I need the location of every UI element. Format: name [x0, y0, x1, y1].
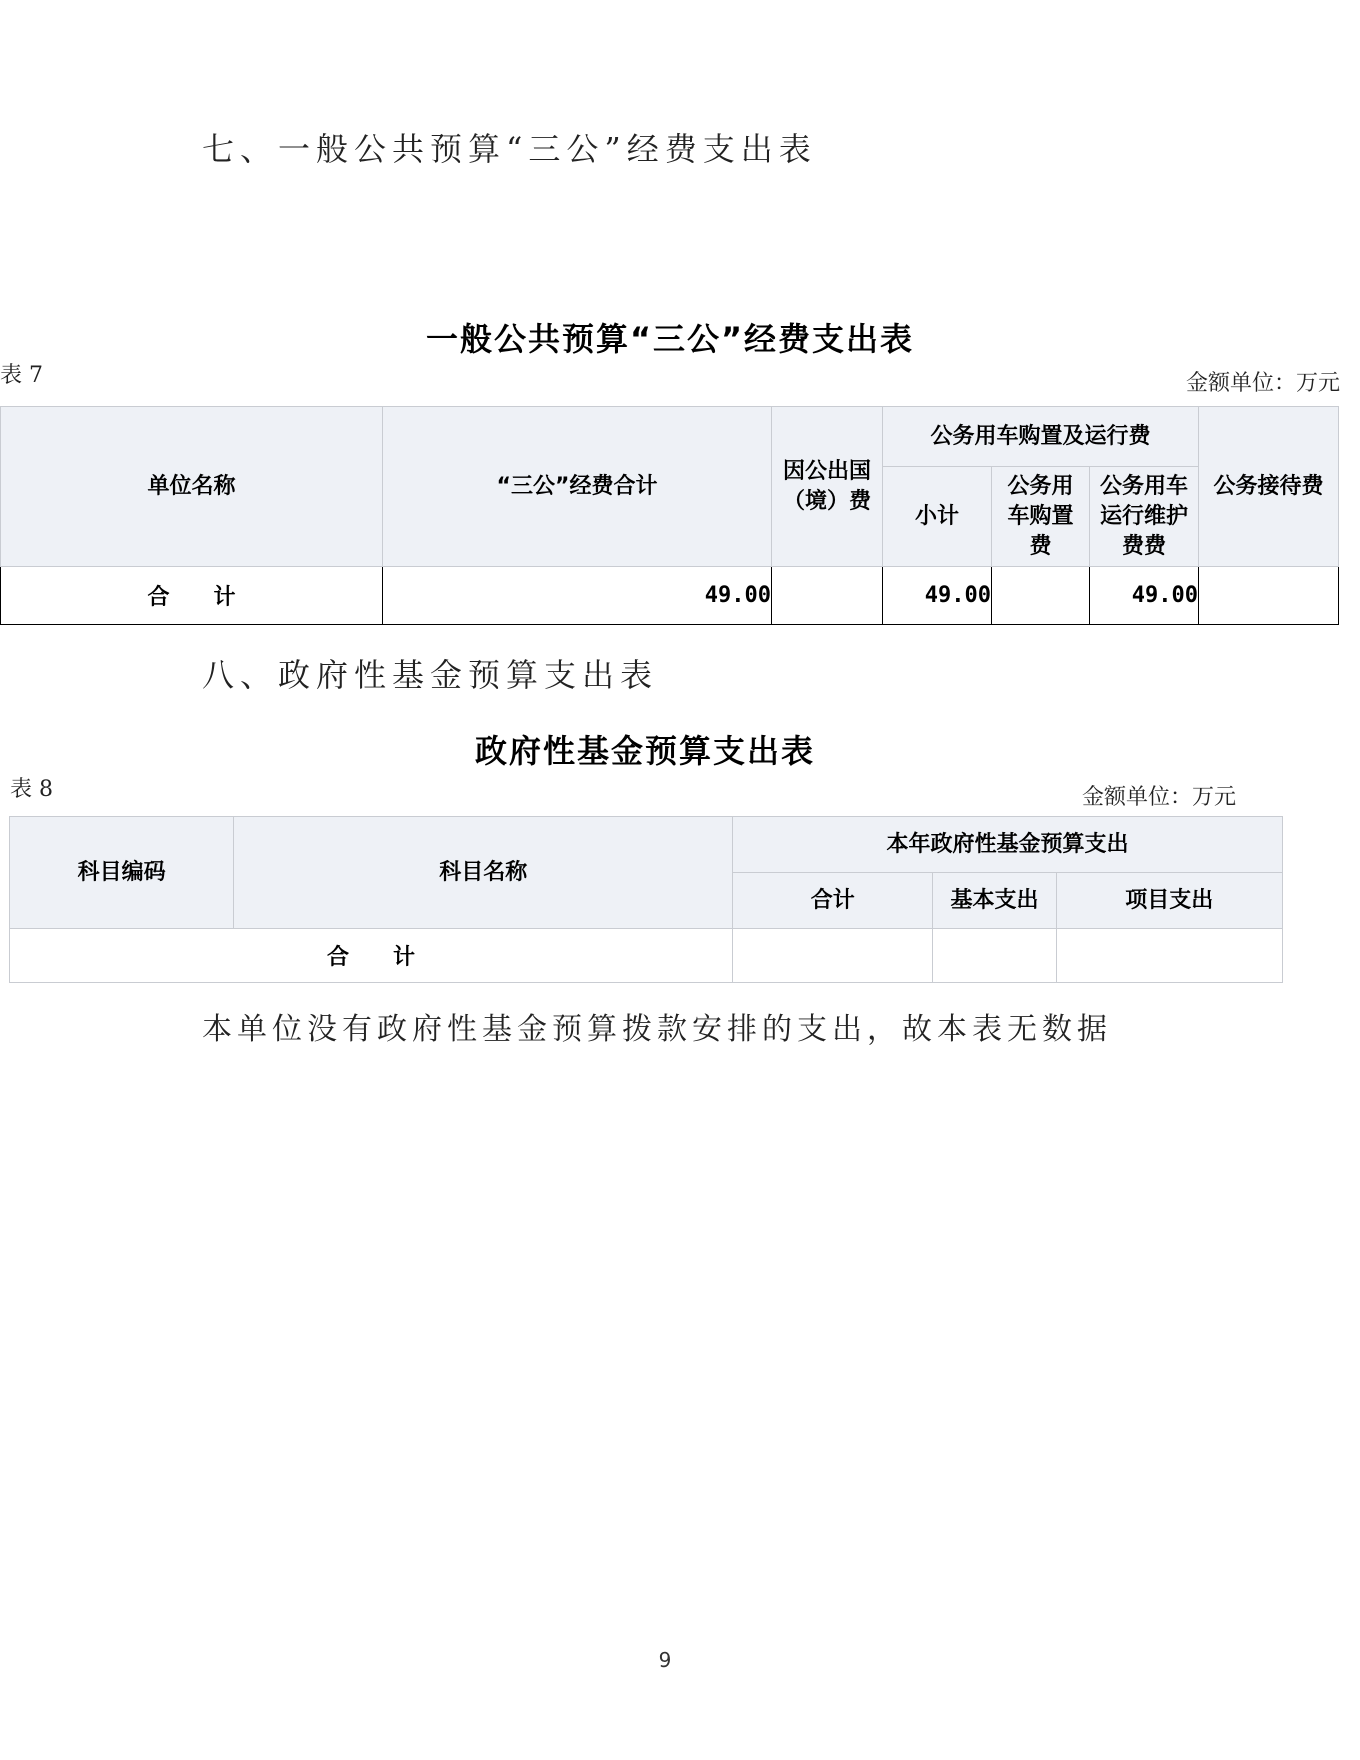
header-fund-expense-group: 本年政府性基金预算支出 [733, 817, 1283, 873]
page-number: 9 [658, 1648, 672, 1672]
cell-total-label: 合 计 [10, 929, 733, 983]
cell-vehicle-subtotal: 49.00 [883, 567, 992, 625]
table-7-title: 一般公共预算“三公”经费支出表 [425, 320, 915, 358]
three-public-expense-table [0, 406, 1339, 625]
section-8-heading: 八、政府性基金预算支出表 [202, 656, 659, 694]
header-three-public-total: “三公”经费合计 [383, 407, 772, 567]
header-vehicle-subtotal: 小计 [883, 467, 992, 567]
header-reception-expense: 公务接待费 [1199, 407, 1339, 567]
cell-basic-expense [933, 929, 1056, 983]
table-row [1, 567, 1339, 625]
header-fund-total: 合计 [733, 873, 933, 929]
cell-three-public-total: 49.00 [383, 567, 772, 625]
cell-unit-name: 合 计 [1, 567, 383, 625]
table-8-title: 政府性基金预算支出表 [474, 732, 815, 770]
table-8-unit: 金额单位：万元 [1082, 785, 1237, 810]
cell-project-expense [1056, 929, 1282, 983]
cell-abroad-expense [772, 567, 883, 625]
table-7-label: 表 7 [0, 363, 43, 388]
header-abroad-expense: 因公出国（境）费 [772, 407, 883, 567]
table-8-label: 表 8 [10, 777, 53, 802]
header-vehicle-purchase: 公务用车购置费 [992, 467, 1090, 567]
header-unit-name: 单位名称 [1, 407, 383, 567]
table-row [10, 929, 1283, 983]
cell-vehicle-purchase [992, 567, 1090, 625]
section-7-heading: 七、一般公共预算“三公”经费支出表 [202, 130, 817, 168]
cell-fund-total [733, 929, 933, 983]
header-project-expense: 项目支出 [1056, 873, 1282, 929]
cell-vehicle-operation: 49.00 [1090, 567, 1199, 625]
cell-reception-expense [1199, 567, 1339, 625]
header-vehicle-operation: 公务用车运行维护费费 [1090, 467, 1199, 567]
government-fund-expense-table [9, 816, 1283, 983]
header-basic-expense: 基本支出 [933, 873, 1056, 929]
header-subject-code: 科目编码 [10, 817, 234, 929]
header-vehicle-group: 公务用车购置及运行费 [883, 407, 1199, 467]
table-7-unit: 金额单位：万元 [1185, 371, 1340, 396]
header-subject-name: 科目名称 [234, 817, 733, 929]
no-data-note: 本单位没有政府性基金预算拨款安排的支出，故本表无数据 [202, 1012, 1112, 1047]
